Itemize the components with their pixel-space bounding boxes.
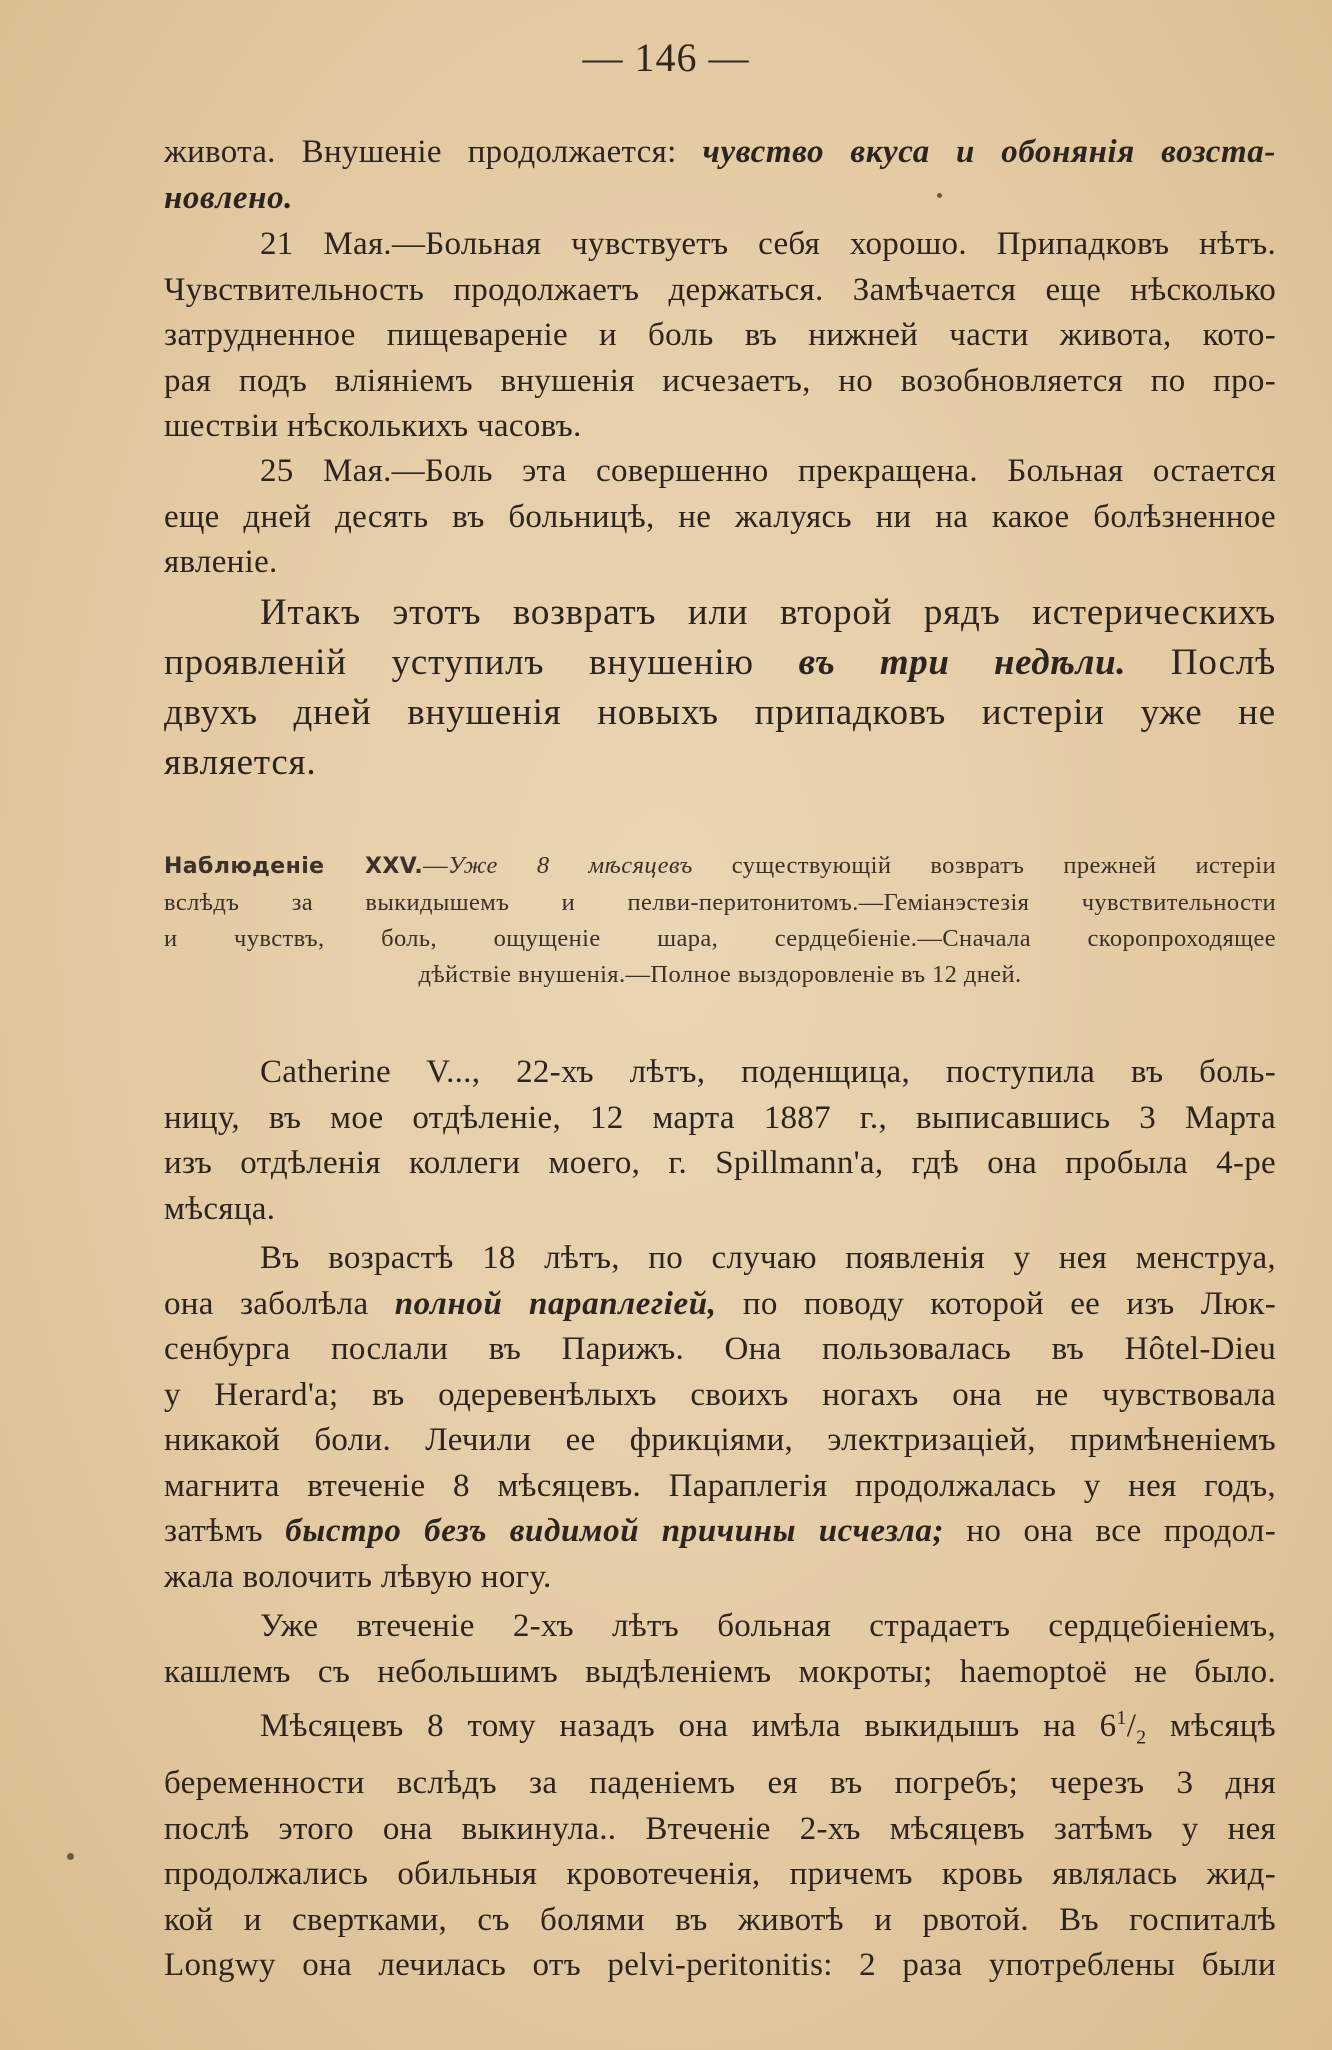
text-line: Longwy она лечилась отъ pelvi-peritonitis: 2 раза употреблены были <box>164 1947 1276 1984</box>
paper-speck <box>937 193 942 198</box>
text-line: изъ отдѣленія коллеги моего, г. Spillmann'а, гдѣ она пробыла 4-ре <box>164 1145 1276 1181</box>
text-line: затрудненное пищевареніе и боль въ нижней части живота, кото- <box>164 317 1276 353</box>
text-line: Итакъ этотъ возвратъ или второй рядъ истерическихъ <box>260 592 1276 633</box>
paragraph-catherine <box>164 1050 1276 1232</box>
text-line: продолжались обильныя кровотеченія, причемъ кровь являлась жид- <box>164 1856 1276 1893</box>
text-line: ницу, въ мое отдѣленіе, 12 марта 1887 г., выписавшись 3 Марта <box>164 1099 1276 1136</box>
text-line: затѣмъ быстро безъ видимой причины исчезла; но она все продол- <box>164 1513 1276 1549</box>
intro-paragraph <box>164 130 1276 221</box>
observation-title: Наблюденіе XXV. <box>164 854 424 879</box>
text-line: беременности вслѣдъ за паденіемъ ея въ погребъ; черезъ 3 дня <box>164 1765 1276 1802</box>
text-line: она заболѣла полной параплегіей, по поводу которой ее изъ Люк- <box>164 1285 1277 1322</box>
text-line: рая подъ вліяніемъ внушенія исчезаетъ, но возобновляется по про- <box>164 362 1276 399</box>
paper-speck <box>67 1853 74 1860</box>
text-line: Въ возрастѣ 18 лѣтъ, по случаю появленія у нея менструа, <box>260 1240 1276 1276</box>
text-line: новлено. <box>164 179 294 216</box>
text-line: Catherine V..., 22-хъ лѣтъ, поденщица, поступила въ боль- <box>260 1054 1276 1090</box>
text-line: 21 Мая.—Больная чувствуетъ себя хорошо. Припадковъ нѣтъ. <box>260 226 1276 262</box>
text-line: Чувствительность продолжаетъ держаться. Замѣчается еще нѣсколько <box>164 271 1276 308</box>
paragraph-may-21 <box>164 222 1276 450</box>
text-line: Наблюденіе XXV.—Уже 8 мѣсяцевъ существующій возвратъ прежней истеріи <box>164 852 1276 879</box>
text-line: дѣйствіе внушенія.—Полное выздоровленіе въ 12 дней. <box>418 961 1022 988</box>
text-line: у Herard'а; въ одеревенѣлыхъ своихъ ногахъ она не чувствовала <box>164 1376 1276 1413</box>
text-line: мѣсяца. <box>164 1190 276 1227</box>
page-number: — 146 — <box>582 35 750 80</box>
text-line: сенбурга послали въ Парижъ. Она пользовалась въ Hôtel-Dieu <box>164 1331 1276 1367</box>
text-line: проявленій уступилъ внушенію въ три недѣли. Послѣ <box>164 642 1276 683</box>
text-line: послѣ этого она выкинула.. Втеченіе 2-хъ мѣсяцевъ затѣмъ у нея <box>164 1810 1276 1847</box>
observation-summary <box>164 848 1276 993</box>
text-line: никакой боли. Лечили ее фрикціями, электризаціей, примѣненіемъ <box>164 1422 1276 1458</box>
text-line: кой и свертками, съ болями въ животѣ и рвотой. Въ госпиталѣ <box>164 1901 1276 1938</box>
text-line: является. <box>164 742 317 783</box>
paragraph-two-years <box>164 1604 1276 1695</box>
text-line: двухъ дней внушенія новыхъ припадковъ истеріи уже не <box>164 692 1276 733</box>
text-line: Уже втеченіе 2-хъ лѣтъ больная страдаетъ сердцебіеніемъ, <box>260 1608 1276 1644</box>
text-line: и чувствъ, боль, ощущеніе шара, сердцебіеніе.—Сначала скоропроходящее <box>164 925 1276 952</box>
paragraph-age-18 <box>164 1236 1276 1600</box>
text-line: кашлемъ съ небольшимъ выдѣленіемъ мокроты; haemoptoë не было. <box>164 1653 1276 1690</box>
summary-paragraph <box>164 588 1276 788</box>
text-line: 25 Мая.—Боль эта совершенно прекращена. Больная остается <box>260 453 1276 489</box>
text-line: еще дней десять въ больницѣ, не жалуясь ни на какое болѣзненное <box>164 498 1276 535</box>
paragraph-eight-months <box>164 1696 1276 1989</box>
text-line: вслѣдъ за выкидышемъ и пелви-перитонитомъ.—Геміанэстезія чувствительности <box>164 889 1276 916</box>
text-line: живота. Внушеніе продолжается: чувство вкуса и обонянія возста- <box>164 134 1276 170</box>
text-line: явленіе. <box>164 544 278 580</box>
text-line: шествіи нѣсколькихъ часовъ. <box>164 408 582 444</box>
text-line: Мѣсяцевъ 8 тому назадъ она имѣла выкидышъ на $6^1/_2$ мѣсяцѣ <box>260 1707 1276 1749</box>
text-line: жала волочить лѣвую ногу. <box>164 1558 552 1595</box>
text-line: магнита втеченіе 8 мѣсяцевъ. Параплегія продолжалась у нея годъ, <box>164 1467 1276 1504</box>
paragraph-may-25 <box>164 449 1276 586</box>
